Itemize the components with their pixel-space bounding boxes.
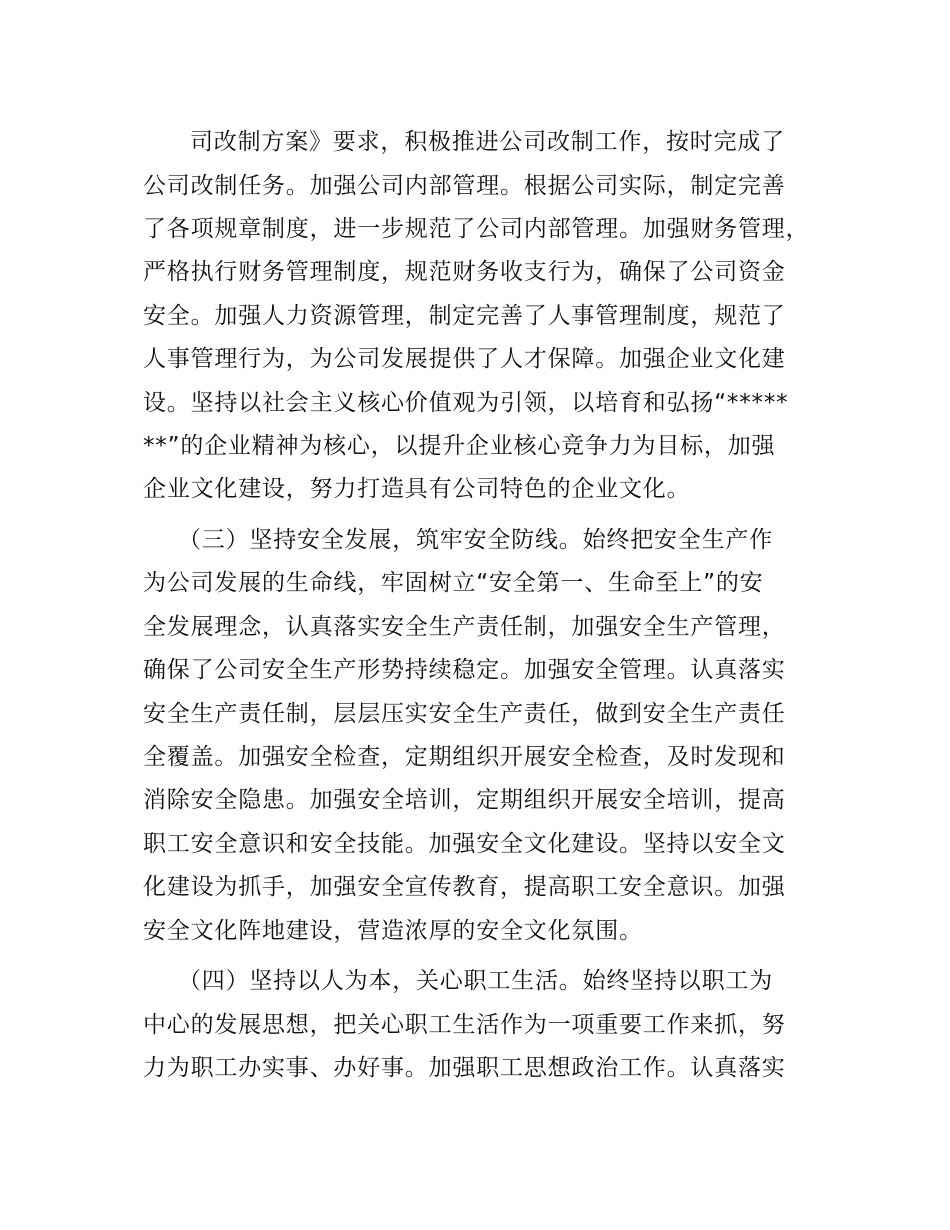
text-line: （四）坚持以人为本，关心职工生活。始终坚持以职工为 (178, 968, 773, 994)
text-line: 安全文化阵地建设，营造浓厚的安全文化氛围。 (143, 918, 643, 944)
text-line: 力为职工办实事、办好事。加强职工思想政治工作。认真落实 (143, 1055, 786, 1081)
text-line: 公司改制任务。加强公司内部管理。根据公司实际，制定完善 (143, 173, 786, 199)
text-line: 职工安全意识和安全技能。加强安全文化建设。坚持以安全文 (143, 831, 786, 857)
text-line: 企业文化建设，努力打造具有公司特色的企业文化。 (143, 476, 691, 502)
text-line: 设。坚持以社会主义核心价值观为引领，以培育和弘扬“***** (143, 390, 789, 416)
text-line: 了各项规章制度，进一步规范了公司内部管理。加强财务管理， (143, 216, 810, 242)
text-line: 严格执行财务管理制度，规范财务收支行为，确保了公司资金 (143, 259, 786, 285)
text-line: 消除安全隐患。加强安全培训，定期组织开展安全培训，提高 (143, 787, 786, 813)
text-line: 安全。加强人力资源管理，制定完善了人事管理制度，规范了 (143, 303, 786, 329)
text-line: 人事管理行为，为公司发展提供了人才保障。加强企业文化建 (143, 346, 786, 372)
text-line: 为公司发展的生命线，牢固树立“安全第一、生命至上”的安 (143, 570, 764, 596)
text-line: 中心的发展思想，把关心职工生活作为一项重要工作来抓，努 (143, 1012, 786, 1038)
text-line: （三）坚持安全发展，筑牢安全防线。始终把安全生产作 (178, 527, 773, 553)
text-line: 安全生产责任制，层层压实安全生产责任，做到安全生产责任 (143, 701, 786, 727)
text-line: 全覆盖。加强安全检查，定期组织开展安全检查，及时发现和 (143, 744, 786, 770)
text-line: **”的企业精神为核心，以提升企业核心竞争力为目标，加强 (143, 433, 776, 459)
text-line: 化建设为抓手，加强安全宣传教育，提高职工安全意识。加强 (143, 874, 786, 900)
text-line: 确保了公司安全生产形势持续稳定。加强安全管理。认真落实 (143, 657, 786, 683)
text-line: 全发展理念，认真落实安全生产责任制，加强安全生产管理， (143, 614, 786, 640)
text-line: 司改制方案》要求，积极推进公司改制工作，按时完成了 (190, 129, 785, 155)
